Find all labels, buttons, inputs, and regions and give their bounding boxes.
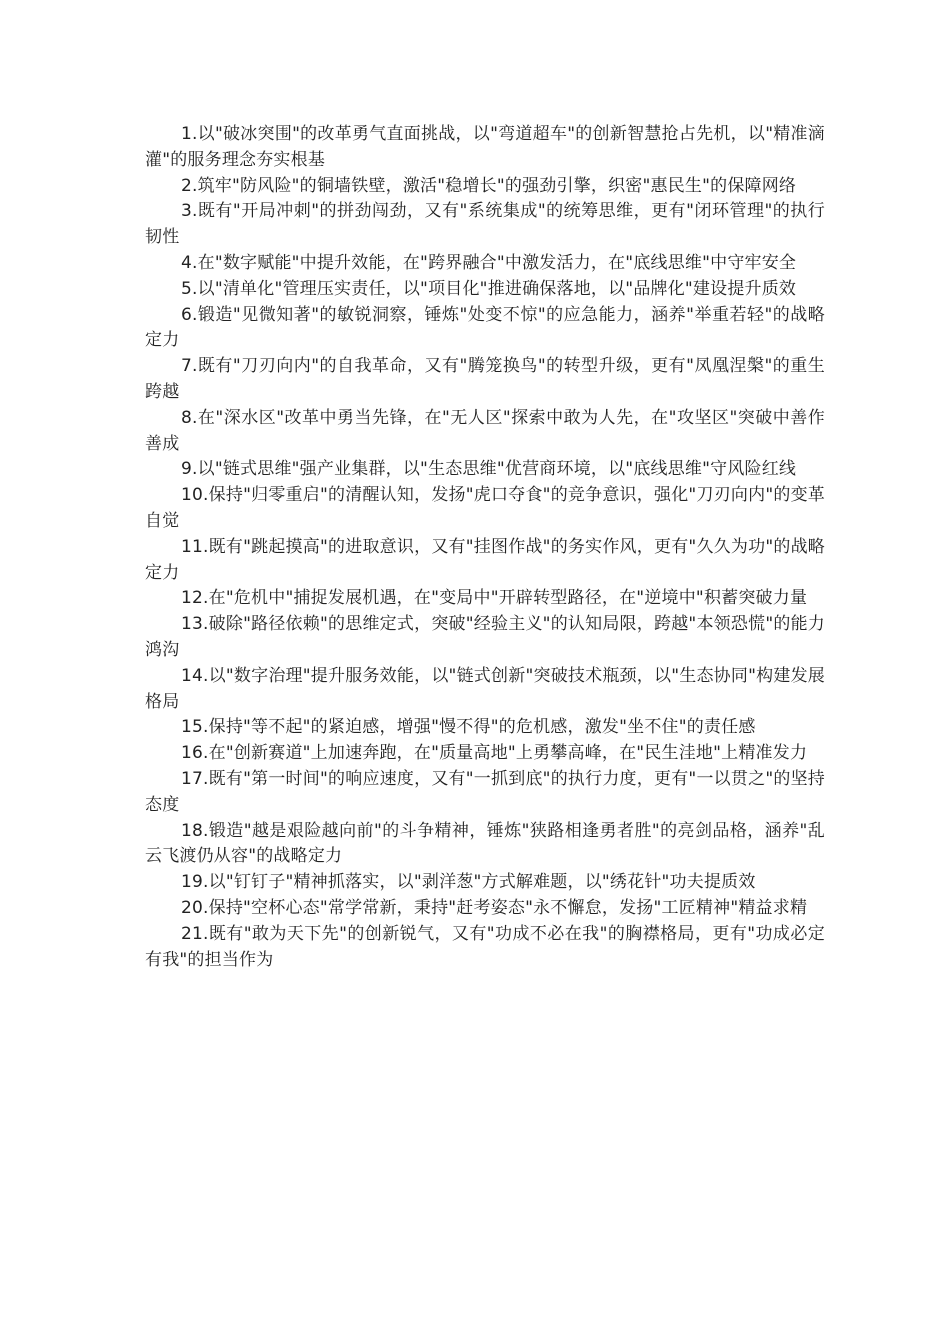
paragraph-13: 13.破除"路径依赖"的思维定式，突破"经验主义"的认知局限，跨越"本领恐慌"的能力鸿沟: [145, 614, 825, 660]
paragraph-3: 3.既有"开局冲刺"的拼劲闯劲，又有"系统集成"的统筹思维，更有"闭环管理"的执行韧性: [145, 201, 825, 248]
paragraph-5: 5.以"清单化"管理压实责任，以"项目化"推进确保落地，以"品牌化"建设提升质效: [181, 278, 797, 299]
paragraph-21: 21.既有"敢为天下先"的创新锐气，又有"功成不必在我"的胸襟格局，更有"功成必定有我"的担当作为: [145, 923, 825, 970]
paragraph-2: 2.筑牢"防风险"的铜墙铁壁，激活"稳增长"的强劲引擎，织密"惠民生"的保障网络: [181, 175, 797, 196]
paragraph-6: 6.锻造"见微知著"的敏锐洞察，锤炼"处变不惊"的应急能力，涵养"举重若轻"的战略定力: [145, 304, 825, 351]
paragraph-11: 11.既有"跳起摸高"的进取意识，又有"挂图作战"的务实作风，更有"久久为功"的战略定力: [145, 536, 825, 583]
paragraph-19: 19.以"钉钉子"精神抓落实，以"剥洋葱"方式解难题，以"绣花针"功夫提质效: [181, 872, 756, 893]
paragraph-20: 20.保持"空杯心态"常学常新，秉持"赶考姿态"永不懈怠，发扬"工匠精神"精益求精: [181, 897, 808, 918]
paragraph-7: 7.既有"刀刃向内"的自我革命，又有"腾笼换鸟"的转型升级，更有"凤凰涅槃"的重生跨越: [145, 356, 825, 402]
paragraph-15: 15.保持"等不起"的紧迫感，增强"慢不得"的危机感，激发"坐不住"的责任感: [181, 717, 756, 738]
paragraph-12: 12.在"危机中"捕捉发展机遇，在"变局中"开辟转型路径，在"逆境中"积蓄突破力量: [181, 588, 808, 609]
paragraph-1: 1.以"破冰突围"的改革勇气直面挑战，以"弯道超车"的创新智慧抢占先机，以"精准滴灌"的服务理念夯实根基: [145, 124, 825, 170]
paragraph-9: 9.以"链式思维"强产业集群，以"生态思维"优营商环境，以"底线思维"守风险红线: [181, 459, 797, 480]
paragraph-18: 18.锻造"越是艰险越向前"的斗争精神，锤炼"狭路相逢勇者胜"的亮剑品格，涵养"乱云飞渡仍从容"的战略定力: [145, 820, 825, 867]
paragraph-4: 4.在"数字赋能"中提升效能，在"跨界融合"中激发活力，在"底线思维"中守牢安全: [181, 252, 797, 273]
document-body: [145, 122, 825, 973]
paragraph-14: 14.以"数字治理"提升服务效能，以"链式创新"突破技术瓶颈，以"生态协同"构建发展格局: [145, 665, 825, 712]
paragraph-16: 16.在"创新赛道"上加速奔跑，在"质量高地"上勇攀高峰，在"民生洼地"上精准发力: [181, 743, 808, 764]
paragraph-10: 10.保持"归零重启"的清醒认知，发扬"虎口夺食"的竞争意识，强化"刀刃向内"的变革自觉: [145, 485, 825, 531]
paragraph-17: 17.既有"第一时间"的响应速度，又有"一抓到底"的执行力度，更有"一以贯之"的坚持态度: [145, 768, 825, 815]
paragraph-8: 8.在"深水区"改革中勇当先锋，在"无人区"探索中敢为人先，在"攻坚区"突破中善作善成: [145, 407, 825, 454]
